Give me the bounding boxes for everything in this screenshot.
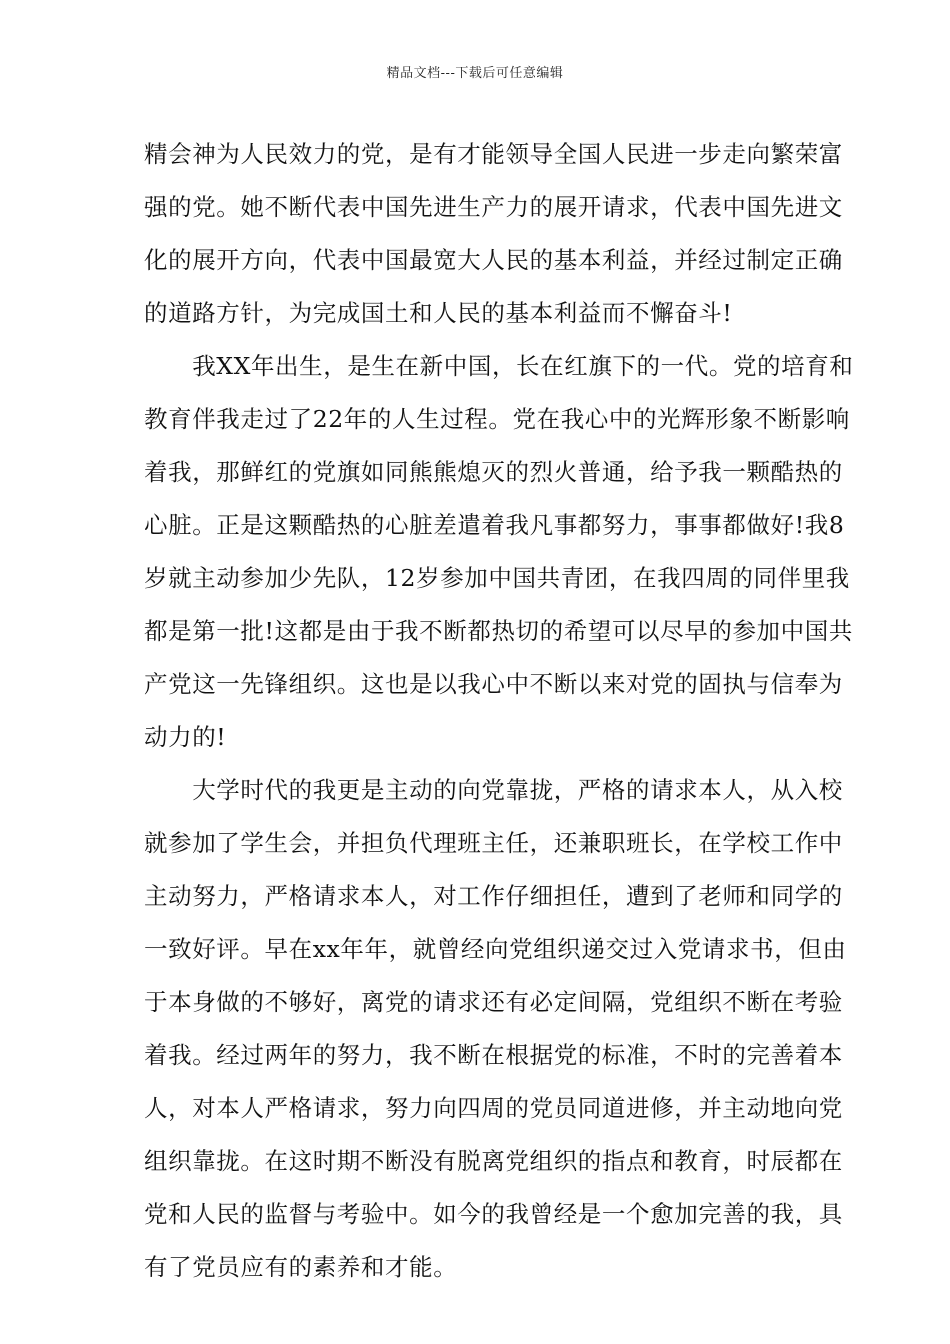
text-line: 都是第一批!这都是由于我不断都热切的希望可以尽早的参加中国共 xyxy=(144,617,853,645)
paragraph-3 xyxy=(144,764,847,1294)
text-line: 大学时代的我更是主动的向党靠拢，严格的请求本人，从入校 xyxy=(144,776,843,804)
text-line: 化的展开方向，代表中国最宽大人民的基本利益，并经过制定正确 xyxy=(144,246,843,274)
text-line: 有了党员应有的素养和才能。 xyxy=(144,1253,458,1281)
text-line: 强的党。她不断代表中国先进生产力的展开请求，代表中国先进文 xyxy=(144,193,843,221)
text-line: 组织靠拢。在这时期不断没有脱离党组织的指点和教育，时辰都在 xyxy=(144,1147,843,1175)
document-body xyxy=(144,128,854,1294)
text-line: 着我。经过两年的努力，我不断在根据党的标准，不时的完善着本 xyxy=(144,1041,843,1069)
text-line: 一致好评。早在xx年年，就曾经向党组织递交过入党请求书，但由 xyxy=(144,935,847,963)
text-line: 着我，那鲜红的党旗如同熊熊熄灭的烈火普通，给予我一颗酷热的 xyxy=(144,458,843,486)
text-line: 党和人民的监督与考验中。如今的我曾经是一个愈加完善的我，具 xyxy=(144,1200,843,1228)
text-line: 动力的! xyxy=(144,723,227,751)
text-line: 心脏。正是这颗酷热的心脏差遣着我凡事都努力，事事都做好!我8 xyxy=(144,511,845,539)
paragraph-1 xyxy=(144,128,843,340)
text-line: 的道路方针，为完成国土和人民的基本利益而不懈奋斗! xyxy=(144,299,733,327)
paragraph-2 xyxy=(144,340,854,764)
text-line: 人，对本人严格请求，努力向四周的党员同道进修，并主动地向党 xyxy=(144,1094,843,1122)
text-line: 于本身做的不够好，离党的请求还有必定间隔，党组织不断在考验 xyxy=(144,988,843,1016)
page-header: 精品文档---下载后可任意编辑 xyxy=(386,66,564,81)
text-line: 教育伴我走过了22年的人生过程。党在我心中的光辉形象不断影响 xyxy=(144,405,850,433)
text-line: 产党这一先锋组织。这也是以我心中不断以来对党的固执与信奉为 xyxy=(144,670,843,698)
text-line: 我XX年出生，是生在新中国，长在红旗下的一代。党的培育和 xyxy=(144,352,854,380)
text-line: 岁就主动参加少先队，12岁参加中国共青团，在我四周的同伴里我 xyxy=(144,564,850,592)
text-line: 就参加了学生会，并担负代理班主任，还兼职班长，在学校工作中 xyxy=(144,829,843,857)
text-line: 主动努力，严格请求本人，对工作仔细担任，遭到了老师和同学的 xyxy=(144,882,843,910)
text-line: 精会神为人民效力的党，是有才能领导全国人民进一步走向繁荣富 xyxy=(144,140,843,168)
